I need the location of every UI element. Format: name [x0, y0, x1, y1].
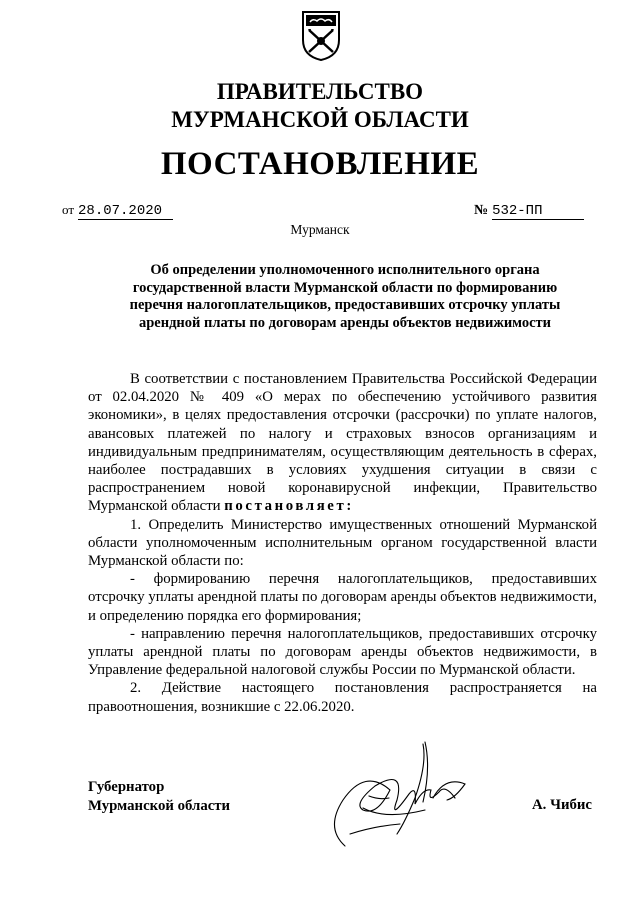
item-1b-paragraph: - направлению перечня налогоплательщиков, предоставивших отсрочку уплаты арендной платы по договорам аренды объектов недвижимости, в Управление федеральной налоговой службы России по Мурманской области.: [88, 625, 597, 679]
position-line: Губернатор: [88, 779, 165, 795]
document-number: [474, 201, 584, 220]
resolves-colon: :: [346, 498, 352, 515]
date-value: 28.07.2020: [78, 203, 173, 220]
date-prefix: от: [62, 202, 75, 217]
item-1a-paragraph: - формированию перечня налогоплательщиков, предоставивших отсрочку уплаты арендной платы по договорам аренды объектов недвижимости, и определению порядка его формирования;: [88, 571, 597, 624]
document-body: [88, 370, 597, 716]
number-prefix: №: [474, 203, 489, 218]
document-type: ПОСТАНОВЛЕНИЕ: [160, 146, 480, 182]
title-line: арендной платы по договорам аренды объектов недвижимости: [138, 314, 552, 331]
number-value: 532-ПП: [492, 203, 584, 220]
document-date: [62, 201, 173, 220]
title-line: Об определении уполномоченного исполнительного органа: [150, 262, 540, 278]
position-line: Мурманской области: [88, 798, 231, 814]
signatory-name: А. Чибис: [532, 797, 592, 813]
city: Мурманск: [290, 222, 350, 237]
org-name-line1: ПРАВИТЕЛЬСТВО: [216, 79, 424, 104]
signatory-position: [88, 778, 230, 816]
document-title: [90, 262, 600, 332]
preamble-text: В соответствии с постановлением Правительства Российской Федерации от 02.04.2020 № 409 «О мерах по обеспечению устойчивого развития экономики», в целях предоставления отсрочки (рассрочки) по уплате налогов, авансовых платежей по налогу и страховых взносов организациям и индивидуальным предпринимателям, осуществляющим деятельность в сферах, наиболее пострадавших в условиях ухудшения ситуации в связи с распространением новой коронавирусной инфекции, Правительство Мурманской области: [88, 371, 597, 515]
handwritten-signature: [305, 738, 480, 850]
org-name-line2: МУРМАНСКОЙ ОБЛАСТИ: [171, 107, 469, 132]
item-2-paragraph: 2. Действие настоящего постановления распространяется на правоотношения, возникшие с 22.06.2020.: [88, 680, 597, 715]
item-1-paragraph: 1. Определить Министерство имущественных отношений Мурманской области уполномоченным исполнительным органом государственной власти Мурманской области по:: [88, 516, 597, 570]
title-line: государственной власти Мурманской области по формированию: [132, 279, 558, 296]
coat-of-arms-icon: [301, 10, 341, 62]
resolves-word: постановляет: [224, 498, 347, 515]
title-line: перечня налогоплательщиков, предоставивших отсрочку уплаты: [129, 297, 561, 313]
preamble-paragraph: [88, 370, 597, 516]
